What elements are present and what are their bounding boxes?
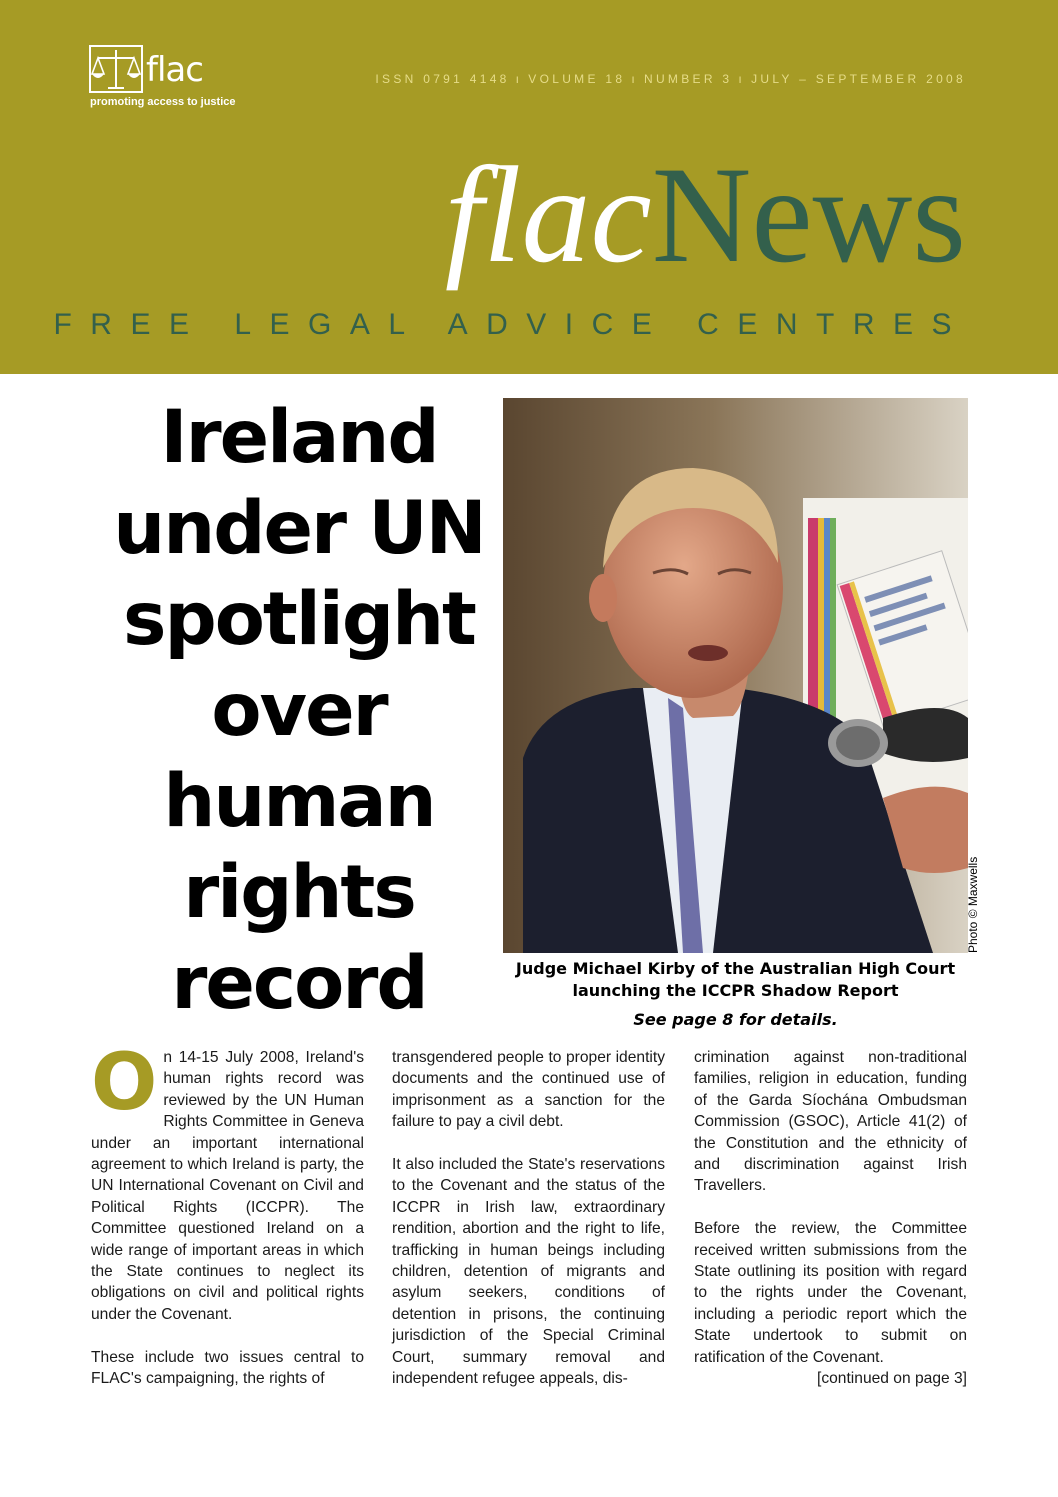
caption-page-reference: See page 8 for details. [633, 1010, 838, 1029]
headline-line: over [211, 668, 387, 753]
article-paragraph: Before the review, the Committee received written submissions from the State outlining its position with regard to the rights under the Covenant, including a periodic report which the State undertook to submit on ratification of the Covenant. [694, 1220, 967, 1366]
article-paragraph [91, 1038, 364, 1325]
separator: ı [738, 72, 746, 86]
separator: ı [515, 72, 523, 86]
caption-line: launching the ICCPR Shadow Report [572, 981, 899, 1000]
title-flac: flac [444, 138, 652, 291]
masthead-band [0, 0, 1058, 374]
article-paragraph: crimination against non-traditional families, religion in education, funding of the Garda Síochána Ombudsman Commission (GSOC), Article 41(2) of the Constitution and the ethnicity of and discrimination against Irish Travellers. [694, 1049, 967, 1195]
article-paragraph: These include two issues central to FLAC's campaigning, the rights of [91, 1348, 364, 1388]
photo-credit: Photo © Maxwells [966, 856, 980, 953]
article-column-2 [392, 1047, 665, 1411]
lead-photo [503, 398, 968, 953]
headline-line: record [171, 941, 427, 1026]
logo-wordmark: flac [146, 50, 203, 90]
headline-line: under UN [113, 486, 485, 571]
scales-of-justice-icon [88, 44, 144, 94]
volume: VOLUME 18 [528, 72, 626, 86]
paragraph-text: n 14-15 July 2008, Ireland's human rights record was reviewed by the UN Human Rights Committee in Geneva under an important international agreement to which Ireland is party, the UN International Covenant on Civil and Political Rights (ICCPR). The Committee questioned Ireland on a wide range of important areas in which the State continues to neglect its obligations on civil and political rights under the Covenant. [91, 1049, 364, 1323]
article-column-1 [91, 1038, 364, 1411]
headline-line: Ireland [160, 395, 438, 480]
newsletter-title [445, 140, 966, 290]
drop-cap: O [91, 1038, 158, 1128]
title-news: News [651, 138, 966, 291]
logo-tagline: promoting access to justice [90, 96, 236, 108]
issue-date: JULY – SEPTEMBER 2008 [751, 72, 966, 86]
article-paragraph: transgendered people to proper identity documents and the continued use of imprisonment as a sanction for the failure to pay a civil debt. [392, 1049, 665, 1131]
issue-info [375, 72, 966, 86]
speaker-photo-illustration [503, 398, 968, 953]
newsletter-subtitle: FREE LEGAL ADVICE CENTRES [53, 308, 970, 341]
issn-number: ISSN 0791 4148 [375, 72, 510, 86]
photo-caption [503, 958, 968, 1031]
headline-line: spotlight [123, 577, 475, 662]
issue-number: NUMBER 3 [644, 72, 733, 86]
article-paragraph: It also included the State's reservations to the Covenant and the status of the ICCPR in Irish law, extraordinary rendition, abortion and the right to life, trafficking in human beings including children, detention of migrants and asylum seekers, conditions of detention in prisons, the continuing jurisdiction of the Special Criminal Court, summary removal and independent refugee appeals, dis- [392, 1156, 665, 1388]
article-column-3 [694, 1047, 967, 1389]
caption-line: Judge Michael Kirby of the Australian High Court [515, 959, 956, 978]
separator: ı [631, 72, 638, 86]
headline-line: rights [183, 850, 415, 935]
headline-line: human [163, 759, 435, 844]
lead-headline [90, 392, 508, 1029]
continued-link[interactable]: [continued on page 3] [817, 1370, 967, 1388]
